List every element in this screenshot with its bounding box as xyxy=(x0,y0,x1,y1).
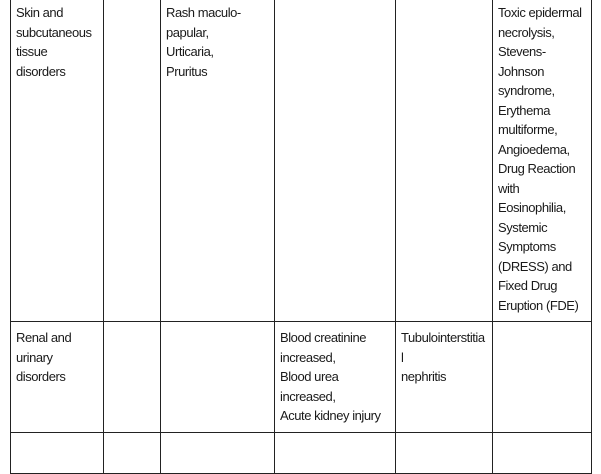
adverse-reactions-table xyxy=(10,0,592,474)
soc-label: Renal and urinary disorders xyxy=(16,330,72,384)
frequency-cell-not-known xyxy=(493,433,592,474)
frequency-cell-rare xyxy=(396,322,493,433)
table-row-renal-disorders xyxy=(11,322,592,433)
table-row-partial xyxy=(11,433,592,474)
table-row-skin-disorders xyxy=(11,0,592,322)
frequency-cell-very-common xyxy=(104,433,161,474)
frequency-cell-uncommon xyxy=(275,0,396,322)
frequency-cell-very-common xyxy=(104,0,161,322)
frequency-cell-uncommon xyxy=(275,322,396,433)
cell-text: Tubulointerstitial nephritis xyxy=(401,330,485,384)
frequency-cell-very-common xyxy=(104,322,161,433)
soc-cell xyxy=(11,433,104,474)
frequency-cell-common xyxy=(161,322,275,433)
frequency-cell-rare xyxy=(396,433,493,474)
frequency-cell-common xyxy=(161,433,275,474)
cell-text: Blood creatinine increased, Blood urea increased, Acute kidney injury xyxy=(280,330,381,423)
soc-cell xyxy=(11,0,104,322)
frequency-cell-uncommon xyxy=(275,433,396,474)
soc-cell xyxy=(11,322,104,433)
soc-label: Skin and subcutaneous tissue disorders xyxy=(16,5,92,79)
frequency-cell-not-known xyxy=(493,322,592,433)
frequency-cell-not-known xyxy=(493,0,592,322)
cell-text: Rash maculo- papular, Urticaria, Pruritus xyxy=(166,5,241,79)
frequency-cell-rare xyxy=(396,0,493,322)
frequency-cell-common xyxy=(161,0,275,322)
cell-text: Toxic epidermal necrolysis, Stevens- Johnson syndrome, Erythema multiforme, Angioedema, Drug Reaction with Eosinophilia, Systemic Symptoms (DRESS) and Fixed Drug Eruption (FDE) xyxy=(498,5,582,313)
